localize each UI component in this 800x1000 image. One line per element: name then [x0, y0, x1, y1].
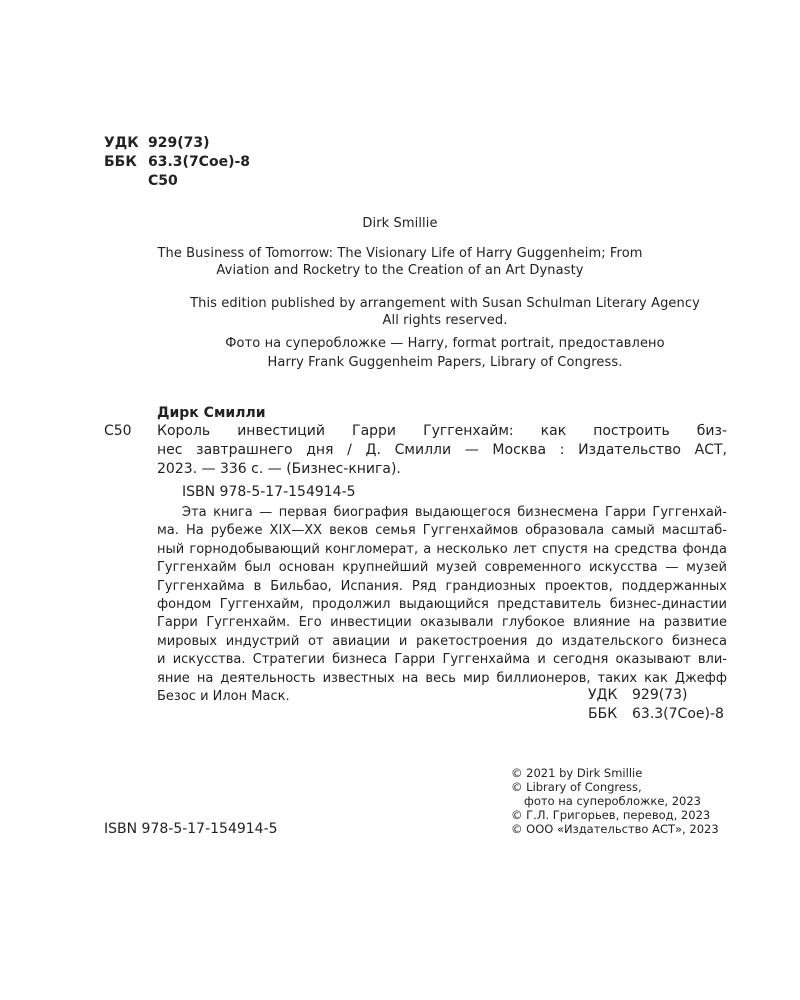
- author-sign: С50: [148, 173, 178, 189]
- original-title-line: Aviation and Rocketry to the Creation of an Art Dynasty: [216, 263, 584, 278]
- bbk-label: ББК: [588, 706, 618, 722]
- udk-label: УДК: [104, 135, 139, 151]
- udk-value: 929(73): [632, 687, 688, 703]
- annotation-line: Гарри Гуггенхайм. Его инвестиции оказывали глубокое влияние на развитие: [157, 615, 727, 631]
- original-title-line: The Business of Tomorrow: The Visionary Life of Harry Guggenheim; From: [157, 246, 643, 261]
- catalog-isbn: ISBN 978-5-17-154914-5: [182, 484, 356, 500]
- udk-row: [588, 686, 724, 705]
- rights-line: All rights reserved.: [382, 313, 508, 328]
- author-sign-row: [104, 172, 250, 191]
- footer-isbn: ISBN 978-5-17-154914-5: [104, 821, 278, 837]
- edition-note: [0, 295, 800, 329]
- annotation-line: Безос и Илон Маск.: [157, 689, 290, 705]
- photo-credit: [0, 334, 800, 372]
- copyright-line: © Г.Л. Григорьев, перевод, 2023: [511, 808, 711, 822]
- catalog-desc-line: 2023. — 336 с. — (Бизнес-книга).: [157, 461, 401, 477]
- annotation-line: мировых индустрий от авиации и ракетостроения до издательского бизнеса: [157, 633, 727, 649]
- catalog-author: Дирк Смилли: [157, 405, 266, 421]
- catalog-sign: С50: [104, 423, 132, 439]
- photo-credit-line: Фото на суперобложке — Harry, format portrait, предоставлено: [225, 336, 665, 351]
- copyright-line: фото на суперобложке, 2023: [524, 794, 701, 808]
- udk-label: УДК: [588, 687, 618, 703]
- annotation-line: и искусства. Стратегии бизнеса Гарри Гуггенхайма и сегодня оказывают вли-: [157, 652, 727, 668]
- udk-row: [104, 134, 250, 153]
- annotation-line: ма. На рубеже XIX—XX веков семья Гуггенхаймов образовала самый масштаб-: [157, 523, 727, 539]
- bbk-label: ББК: [104, 154, 137, 170]
- catalog-description: [157, 422, 727, 479]
- annotation-line: Эта книга — первая биография выдающегося бизнесмена Гарри Гуггенхай-: [182, 505, 727, 520]
- annotation-line: фондом Гуггенхайм, продолжил выдающийся представитель бизнес-династии: [157, 597, 727, 613]
- annotation: [157, 504, 727, 706]
- original-author: Dirk Smillie: [362, 216, 438, 231]
- catalog-desc-line: нес завтрашнего дня / Д. Смилли — Москва : Издательство АСТ,: [157, 442, 727, 458]
- copyright-line: © ООО «Издательство АСТ», 2023: [511, 822, 719, 836]
- copyright-line: © Library of Congress,: [511, 780, 642, 794]
- annotation-line: Гуггенхайма в Бильбао, Испания. Ряд грандиозных проектов, поддержанных: [157, 578, 727, 594]
- copyright-block: [511, 766, 719, 836]
- annotation-line: Гуггенхайм был основан крупнейший музей современного искусства — музей: [157, 560, 727, 576]
- copyright-line: © 2021 by Dirk Smillie: [511, 766, 643, 780]
- bbk-value: 63.3(7Сое)-8: [148, 154, 251, 170]
- edition-line: This edition published by arrangement with Susan Schulman Literary Agency: [190, 296, 700, 311]
- annotation-line: ный горнодобывающий конгломерат, а несколько лет спустя на средства фонда: [157, 541, 727, 557]
- top-classification: [104, 134, 250, 191]
- bbk-row: [104, 153, 250, 172]
- bbk-value: 63.3(7Сое)-8: [632, 706, 724, 722]
- bbk-row: [588, 705, 724, 724]
- photo-credit-line: Harry Frank Guggenheim Papers, Library of Congress.: [267, 355, 623, 370]
- annotation-line: яние на деятельность известных на весь мир биллионеров, таких как Джефф: [157, 670, 727, 686]
- udk-value: 929(73): [148, 135, 210, 151]
- bottom-classification: [588, 686, 724, 724]
- original-title: [0, 245, 800, 279]
- catalog-desc-line: Король инвестиций Гарри Гуггенхайм: как построить биз-: [157, 423, 727, 439]
